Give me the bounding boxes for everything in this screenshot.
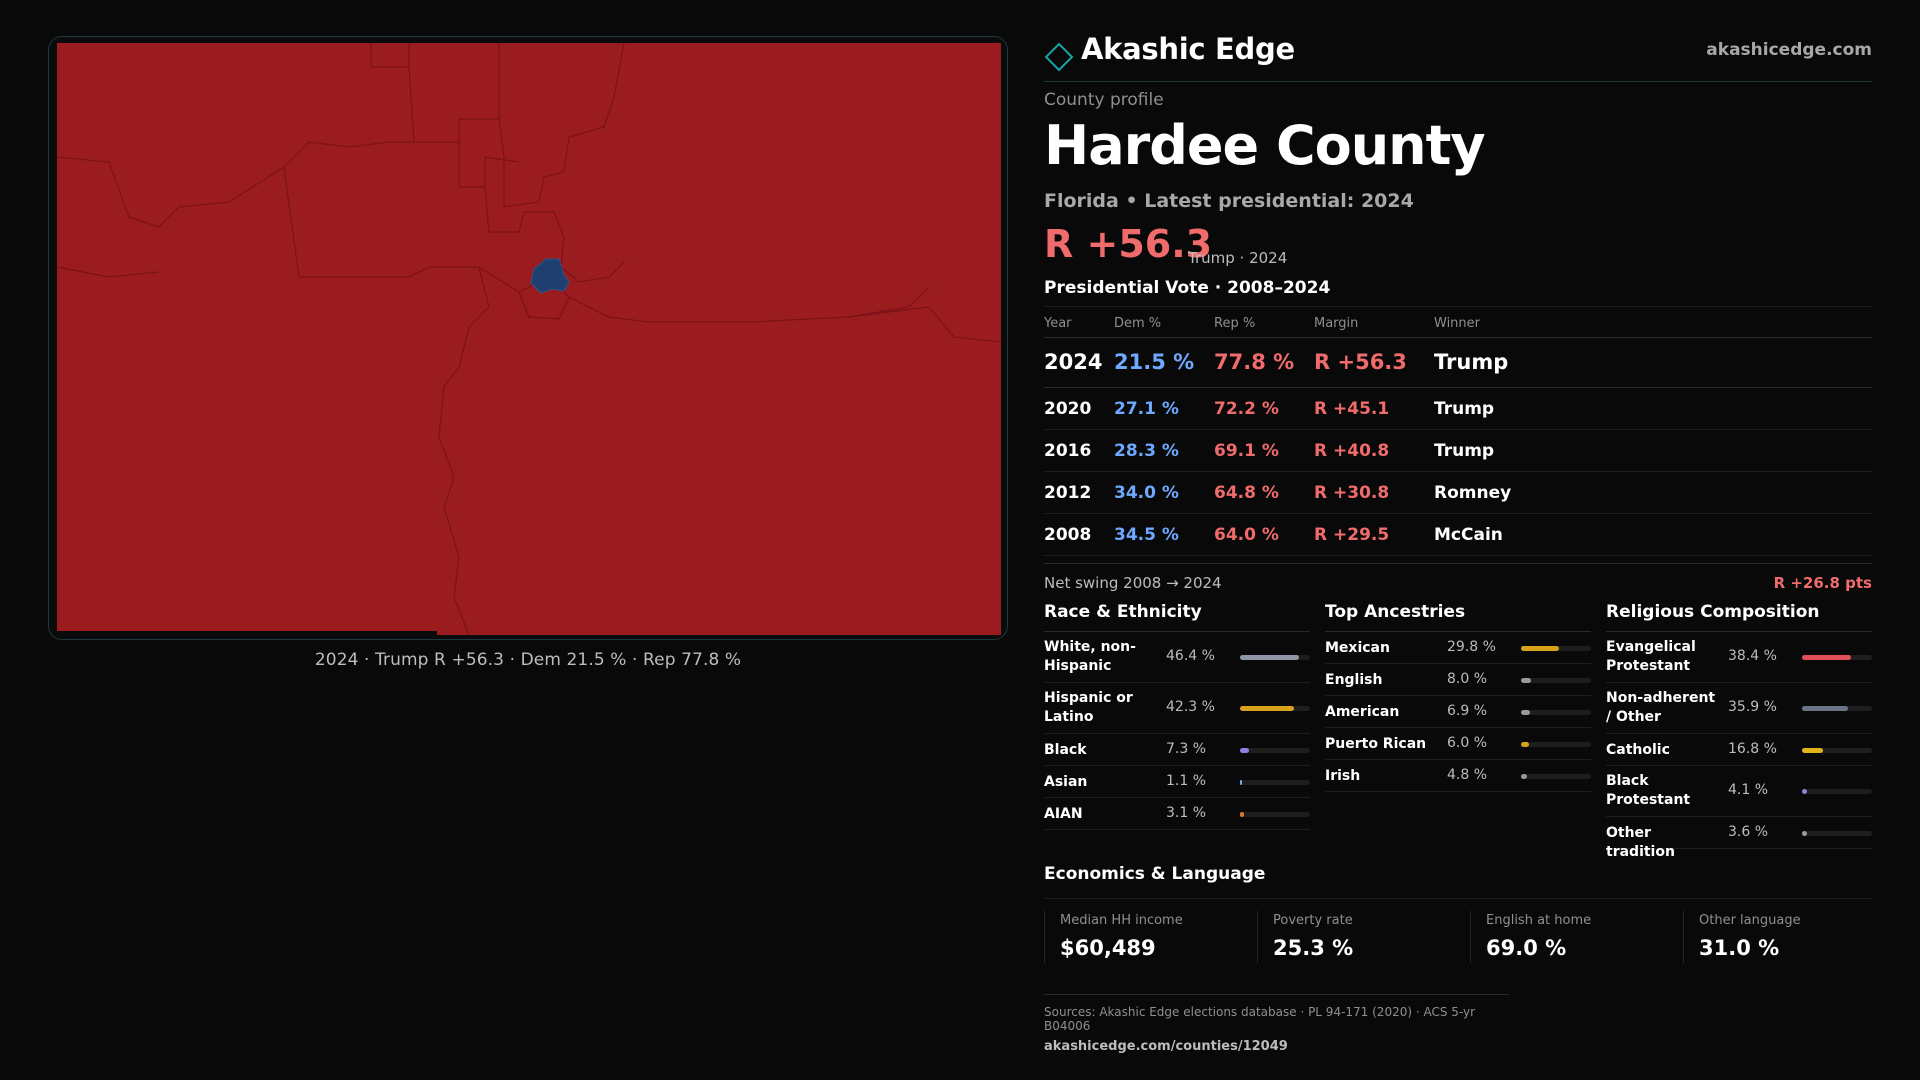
item-percent: 35.9 % <box>1728 699 1777 715</box>
item-label: AIAN <box>1044 806 1083 822</box>
list-item <box>1325 632 1591 664</box>
percent-bar-fill <box>1240 748 1249 753</box>
percent-bar <box>1240 655 1310 660</box>
row-margin: R +56.3 <box>1314 350 1407 374</box>
precinct-map-svg <box>49 37 1008 640</box>
race-list <box>1044 632 1310 830</box>
table-row <box>1044 430 1872 472</box>
list-item <box>1044 798 1310 830</box>
list-item <box>1606 734 1872 766</box>
item-percent: 42.3 % <box>1166 699 1215 715</box>
religion-list <box>1606 632 1872 860</box>
brand-url[interactable]: akashicedge.com <box>1706 40 1872 60</box>
item-percent: 6.0 % <box>1447 735 1488 751</box>
col-header-dem: Dem % <box>1114 316 1162 331</box>
vote-section-title: Presidential Vote · 2008–2024 <box>1044 278 1331 298</box>
item-percent: 3.6 % <box>1728 824 1769 840</box>
item-label: Hispanic or Latino <box>1044 690 1133 725</box>
table-row <box>1044 388 1872 430</box>
row-dem: 21.5 % <box>1114 350 1195 374</box>
brand-header <box>1044 32 1872 82</box>
net-swing-row <box>1044 563 1872 593</box>
econ-label: Median HH income <box>1060 913 1183 928</box>
econ-value: 31.0 % <box>1699 936 1780 960</box>
row-dem: 34.0 % <box>1114 483 1179 503</box>
list-item <box>1606 683 1872 734</box>
percent-bar-fill <box>1802 748 1823 753</box>
percent-bar <box>1240 706 1310 711</box>
percent-bar <box>1521 678 1591 683</box>
headline-margin: R +56.3 <box>1044 222 1213 266</box>
net-swing-label: Net swing 2008 → 2024 <box>1044 574 1222 592</box>
brand-name: Akashic Edge <box>1081 32 1295 66</box>
item-percent: 4.1 % <box>1728 782 1769 798</box>
map-edge-shadow <box>57 631 437 635</box>
percent-bar <box>1802 748 1872 753</box>
row-winner: Romney <box>1434 483 1512 503</box>
religion-section <box>1606 600 1872 860</box>
item-percent: 1.1 % <box>1166 773 1207 789</box>
row-margin: R +45.1 <box>1314 399 1390 419</box>
row-rep: 77.8 % <box>1214 350 1295 374</box>
row-rep: 72.2 % <box>1214 399 1279 419</box>
row-winner: Trump <box>1434 441 1495 461</box>
map-caption: 2024 · Trump R +56.3 · Dem 21.5 % · Rep 77.8 % <box>314 650 742 670</box>
row-year: 2016 <box>1044 441 1092 461</box>
item-percent: 4.8 % <box>1447 767 1488 783</box>
list-item <box>1325 664 1591 696</box>
map-background-rep <box>57 43 1001 635</box>
row-rep: 69.1 % <box>1214 441 1279 461</box>
col-header-year: Year <box>1044 316 1072 331</box>
percent-bar-fill <box>1521 678 1531 683</box>
ancestry-list <box>1325 632 1591 792</box>
percent-bar-fill <box>1240 706 1294 711</box>
item-label: Other tradition <box>1606 825 1675 860</box>
list-item <box>1606 766 1872 817</box>
percent-bar <box>1802 706 1872 711</box>
table-row <box>1044 338 1872 388</box>
county-title: Hardee County <box>1044 114 1485 177</box>
ancestry-section-title: Top Ancestries <box>1325 600 1591 632</box>
list-item <box>1044 734 1310 766</box>
list-item <box>1325 760 1591 792</box>
footer-sources: Sources: Akashic Edge elections database · PL 94-171 (2020) · ACS 5-yr B04006 <box>1044 1005 1476 1033</box>
race-ethnicity-section <box>1044 600 1310 830</box>
item-percent: 16.8 % <box>1728 741 1777 757</box>
percent-bar-fill <box>1802 655 1851 660</box>
percent-bar-fill <box>1240 780 1242 785</box>
percent-bar <box>1240 812 1310 817</box>
item-percent: 29.8 % <box>1447 639 1496 655</box>
list-item <box>1044 683 1310 734</box>
row-year: 2008 <box>1044 525 1092 545</box>
net-swing-value: R +26.8 pts <box>1773 574 1872 592</box>
percent-bar <box>1240 780 1310 785</box>
list-item <box>1325 728 1591 760</box>
percent-bar <box>1521 646 1591 651</box>
percent-bar-fill <box>1240 812 1244 817</box>
item-label: Irish <box>1325 768 1361 784</box>
item-label: Mexican <box>1325 640 1390 656</box>
race-section-title: Race & Ethnicity <box>1044 600 1310 632</box>
row-margin: R +29.5 <box>1314 525 1390 545</box>
percent-bar <box>1521 742 1591 747</box>
item-label: Catholic <box>1606 742 1670 758</box>
econ-value: $60,489 <box>1060 936 1156 960</box>
item-label: American <box>1325 704 1400 720</box>
econ-label: Other language <box>1699 913 1801 928</box>
item-percent: 6.9 % <box>1447 703 1488 719</box>
percent-bar <box>1802 655 1872 660</box>
econ-english-at-home <box>1470 911 1670 963</box>
percent-bar <box>1521 774 1591 779</box>
row-rep: 64.0 % <box>1214 525 1279 545</box>
table-row <box>1044 472 1872 514</box>
economics-section <box>1044 898 1872 970</box>
religion-section-title: Religious Composition <box>1606 600 1872 632</box>
footer <box>1044 994 1509 1054</box>
row-winner: Trump <box>1434 350 1509 374</box>
item-percent: 8.0 % <box>1447 671 1488 687</box>
percent-bar-fill <box>1521 742 1529 747</box>
econ-value: 69.0 % <box>1486 936 1567 960</box>
row-year: 2024 <box>1044 350 1103 374</box>
econ-other-language <box>1683 911 1883 963</box>
profile-kicker: County profile <box>1044 90 1164 110</box>
row-year: 2012 <box>1044 483 1092 503</box>
row-margin: R +40.8 <box>1314 441 1390 461</box>
row-dem: 28.3 % <box>1114 441 1179 461</box>
row-year: 2020 <box>1044 399 1092 419</box>
item-label: Asian <box>1044 774 1088 790</box>
col-header-rep: Rep % <box>1214 316 1256 331</box>
row-dem: 34.5 % <box>1114 525 1179 545</box>
item-percent: 7.3 % <box>1166 741 1207 757</box>
col-header-margin: Margin <box>1314 316 1359 331</box>
row-winner: Trump <box>1434 399 1495 419</box>
econ-poverty-rate <box>1257 911 1457 963</box>
percent-bar-fill <box>1521 646 1559 651</box>
diamond-logo-icon <box>1044 42 1074 72</box>
item-label: Evangelical Protestant <box>1606 639 1696 674</box>
row-dem: 27.1 % <box>1114 399 1179 419</box>
item-percent: 46.4 % <box>1166 648 1215 664</box>
row-rep: 64.8 % <box>1214 483 1279 503</box>
economics-section-title: Economics & Language <box>1044 864 1266 884</box>
county-map[interactable] <box>48 36 1008 640</box>
percent-bar-fill <box>1240 655 1299 660</box>
table-row <box>1044 514 1872 556</box>
footer-url[interactable]: akashicedge.com/counties/12049 <box>1044 1039 1288 1054</box>
ancestry-section <box>1325 600 1591 792</box>
item-label: White, non-Hispanic <box>1044 639 1136 674</box>
row-winner: McCain <box>1434 525 1503 545</box>
row-margin: R +30.8 <box>1314 483 1390 503</box>
econ-label: English at home <box>1486 913 1592 928</box>
col-header-winner: Winner <box>1434 316 1481 331</box>
percent-bar-fill <box>1802 789 1807 794</box>
list-item <box>1606 817 1872 860</box>
item-label: Black <box>1044 742 1087 758</box>
percent-bar <box>1521 710 1591 715</box>
list-item <box>1325 696 1591 728</box>
item-label: Puerto Rican <box>1325 736 1427 752</box>
item-label: Black Protestant <box>1606 773 1691 808</box>
percent-bar-fill <box>1802 831 1807 836</box>
percent-bar <box>1802 789 1872 794</box>
percent-bar-fill <box>1802 706 1848 711</box>
headline-margin-note: Trump · 2024 <box>1188 249 1288 267</box>
list-item <box>1606 632 1872 683</box>
percent-bar <box>1240 748 1310 753</box>
vote-table-header <box>1044 306 1872 338</box>
item-percent: 3.1 % <box>1166 805 1207 821</box>
econ-median-income <box>1044 911 1244 963</box>
percent-bar-fill <box>1521 710 1530 715</box>
percent-bar-fill <box>1521 774 1527 779</box>
vote-table <box>1044 306 1872 556</box>
item-percent: 38.4 % <box>1728 648 1777 664</box>
county-subtitle: Florida • Latest presidential: 2024 <box>1044 190 1414 212</box>
percent-bar <box>1802 831 1872 836</box>
econ-label: Poverty rate <box>1273 913 1353 928</box>
list-item <box>1044 766 1310 798</box>
list-item <box>1044 632 1310 683</box>
item-label: Non-adherent / Other <box>1606 690 1716 725</box>
item-label: English <box>1325 672 1383 688</box>
econ-value: 25.3 % <box>1273 936 1354 960</box>
